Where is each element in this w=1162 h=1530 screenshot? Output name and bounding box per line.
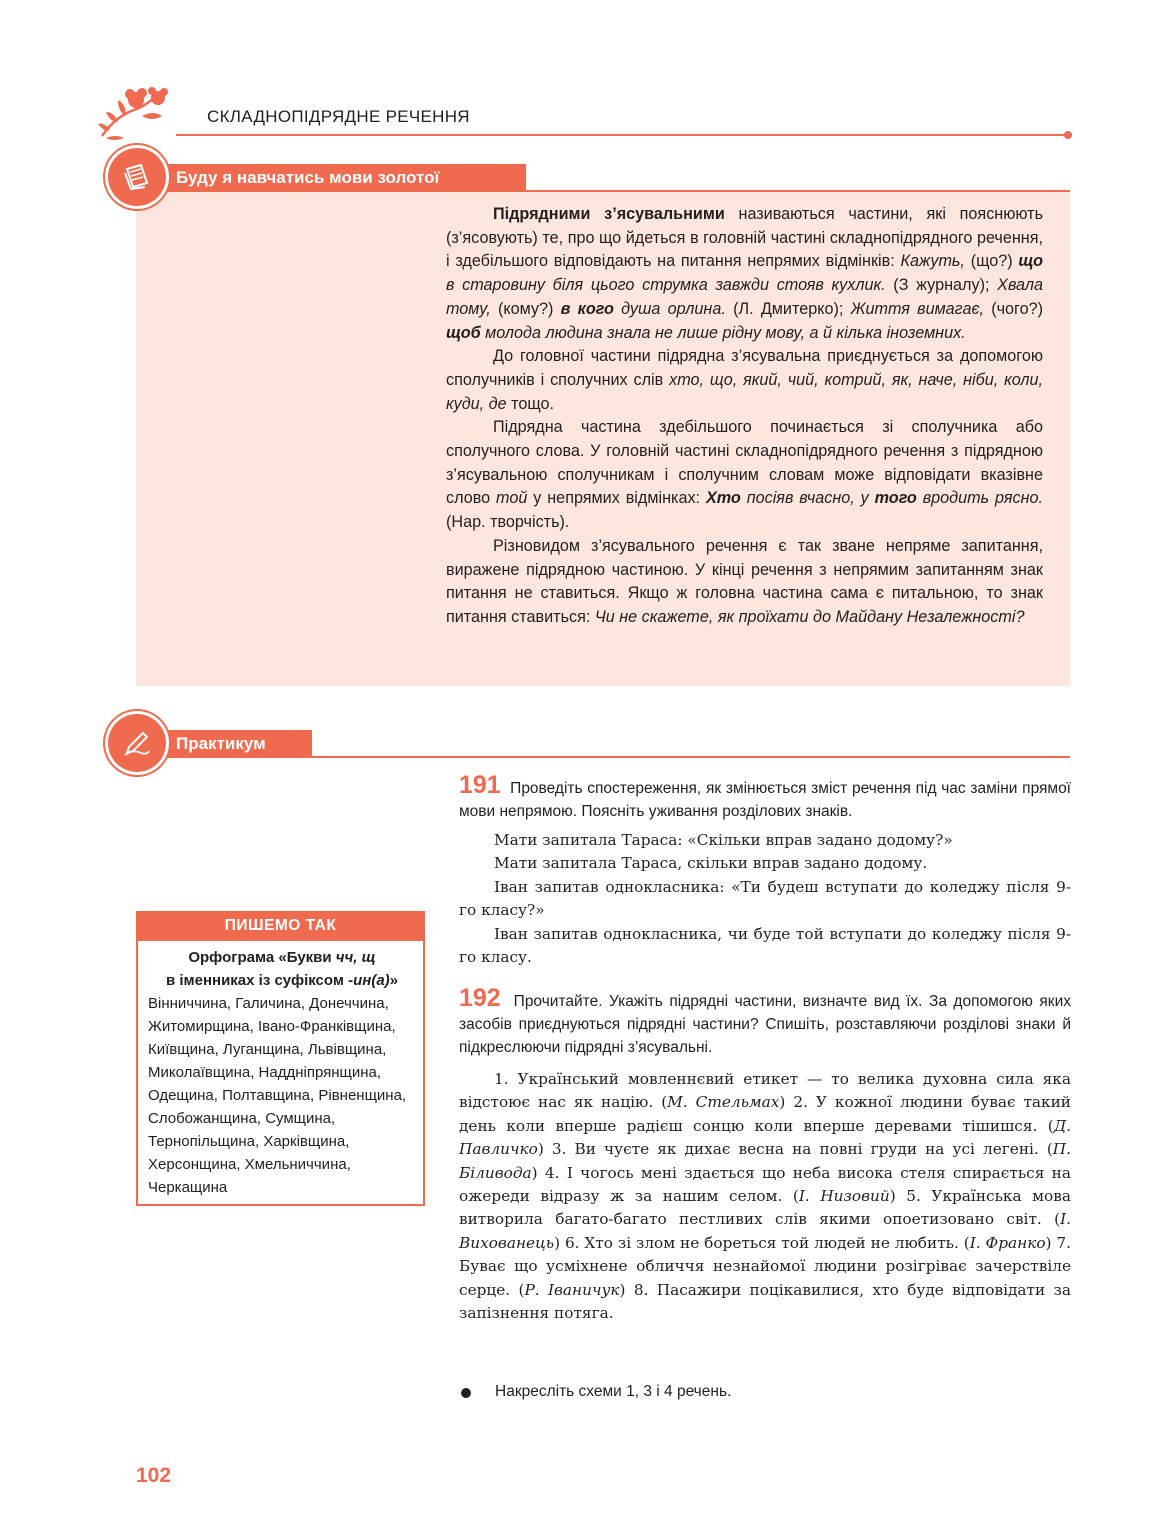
exercise-191-sentences: Мати запитала Тараса: «Скільки вправ задано додому?» Мати запитала Тараса, скільки вправ задано додому. Іван запитав однокласника: «Ти будеш вступати до коледжу після 9-го класу?» Іван запитав однокласника, чи буде той вступати до коледжу після 9-го класу. (459, 831, 1071, 967)
practice-section-title: Практикум (166, 730, 312, 758)
header-rule-dot (1064, 131, 1072, 139)
header-rule (176, 134, 1069, 136)
spelling-rule-title: ПИШЕМО ТАК (136, 911, 425, 941)
book-icon (108, 148, 166, 206)
theory-paragraph-4: Різновидом з’ясувального речення є так зване непряме запитання, виражене підрядною частиною. У кінці речення з непрямим запитанням знак питання не ставиться. Якщо ж головна частина сама є питальною, то знак питання ставиться: Чи не скажете, як проїхати до Майдану Незалежності? (446, 536, 1043, 626)
spelling-rule-content (148, 946, 416, 1199)
exercise-191-task: 191 Проведіть спостереження, як змінюється зміст речення під час заміни прямої мови непрямою. Поясніть уживання розділових знаків. (459, 771, 1071, 820)
theory-section-title: Буду я навчатись мови золотої (166, 164, 526, 192)
exercise-192-text: 1. Український мовленнєвий етикет — то велика духовна сила яка відстоює нас як націю. (М. Стельмах) 2. У кожної людини буває такий день коли вперше радієш сонцю коли вперше деревами тішишся. (Д. Павличко) 3. Ви чуєте як дихає весна на повні груди на усі легені. (П. Біливода) 4. І чогось мені здається що неба висока стеля спирається на ожереди відразу ж за нашим селом. (І. Низовий) 5. Українська мова витворила багато-багато пестливих слів якими опоетизовано світ. (І. Вихованець) 6. Хто зі злом не бореться той людей не любить. (І. Франко) 7. Буває що усміхнене обличчя незнайомої людини розігріває зачерствіле серце. (Р. Іваничук) 8. Пасажири поцікавилися, хто буде відповідати за запізнення потяга. (459, 1070, 1071, 1323)
theory-paragraph-1: Підрядними з’ясувальними називаються частини, які пояснюють (з’ясовують) те, про що йдеться в головній частині складнопідрядного речення, і здебільшого відповідають на питання непрямих відмінків: Кажуть, (що?) що в старовину біля цього струмка завжди стояв кухлик. (З журналу); Хвала тому, (кому?) в кого душа орлина. (Л. Дмитерко); Життя вимагає, (чого?) щоб молода людина знала не лише рідну мову, а й кілька іноземних. (446, 205, 1044, 342)
theory-paragraph-3: Підрядна частина здебільшого починається зі сполучника або сполучного слова. У головній частині складнопідрядного речення з підрядною з’ясувальною сполучникам і сполучним словам може відповідати вказівне слово той у непрямих відмінках: Хто посіяв вчасно, у того вродить рясно. (Нар. творчість). (446, 418, 1043, 532)
flower-ornament-icon (96, 86, 176, 144)
exercise-192-extra-task: Накресліть схеми 1, 3 і 4 речень. (495, 1383, 732, 1400)
bullet-icon (461, 1388, 471, 1398)
spelling-rule-examples: Вінниччина, Галичина, Донеччина, Житомирщина, Івано-Франківщина, Київщина, Луганщина, Львівщина, Миколаївщина, Наддніпрянщина, Одещина, Полтавщина, Рівненщина, Слобожанщина, Сумщина, Тернопільщина, Харківщина, Херсонщина, Хмельниччина, Черкащина (148, 995, 407, 1196)
running-header-title: СКЛАДНОПІДРЯДНЕ РЕЧЕННЯ (207, 107, 470, 126)
spelling-rule-heading: Орфограма «Букви чч, щ в іменниках із суфіксом -ин(а)» (165, 949, 399, 989)
exercise-number: 191 (459, 771, 501, 799)
page-number: 102 (136, 1464, 172, 1487)
exercise-number: 192 (459, 984, 501, 1012)
theory-paragraph-2: До головної частини підрядна з’ясувальна приєднується за допомогою сполучників і сполучних слів хто, що, який, чий, котрий, як, наче, ніби, коли, куди, де тощо. (446, 347, 1043, 413)
pencil-hand-icon (108, 714, 166, 772)
theory-text (446, 203, 1043, 630)
exercise-192-task: 192 Прочитайте. Укажіть підрядні частини, визначте вид їх. За допомогою яких засобів приєднуються підрядні частини? Спишіть, розставляючи розділові знаки й підкреслюючи підрядні з’ясувальні. (459, 984, 1071, 1056)
